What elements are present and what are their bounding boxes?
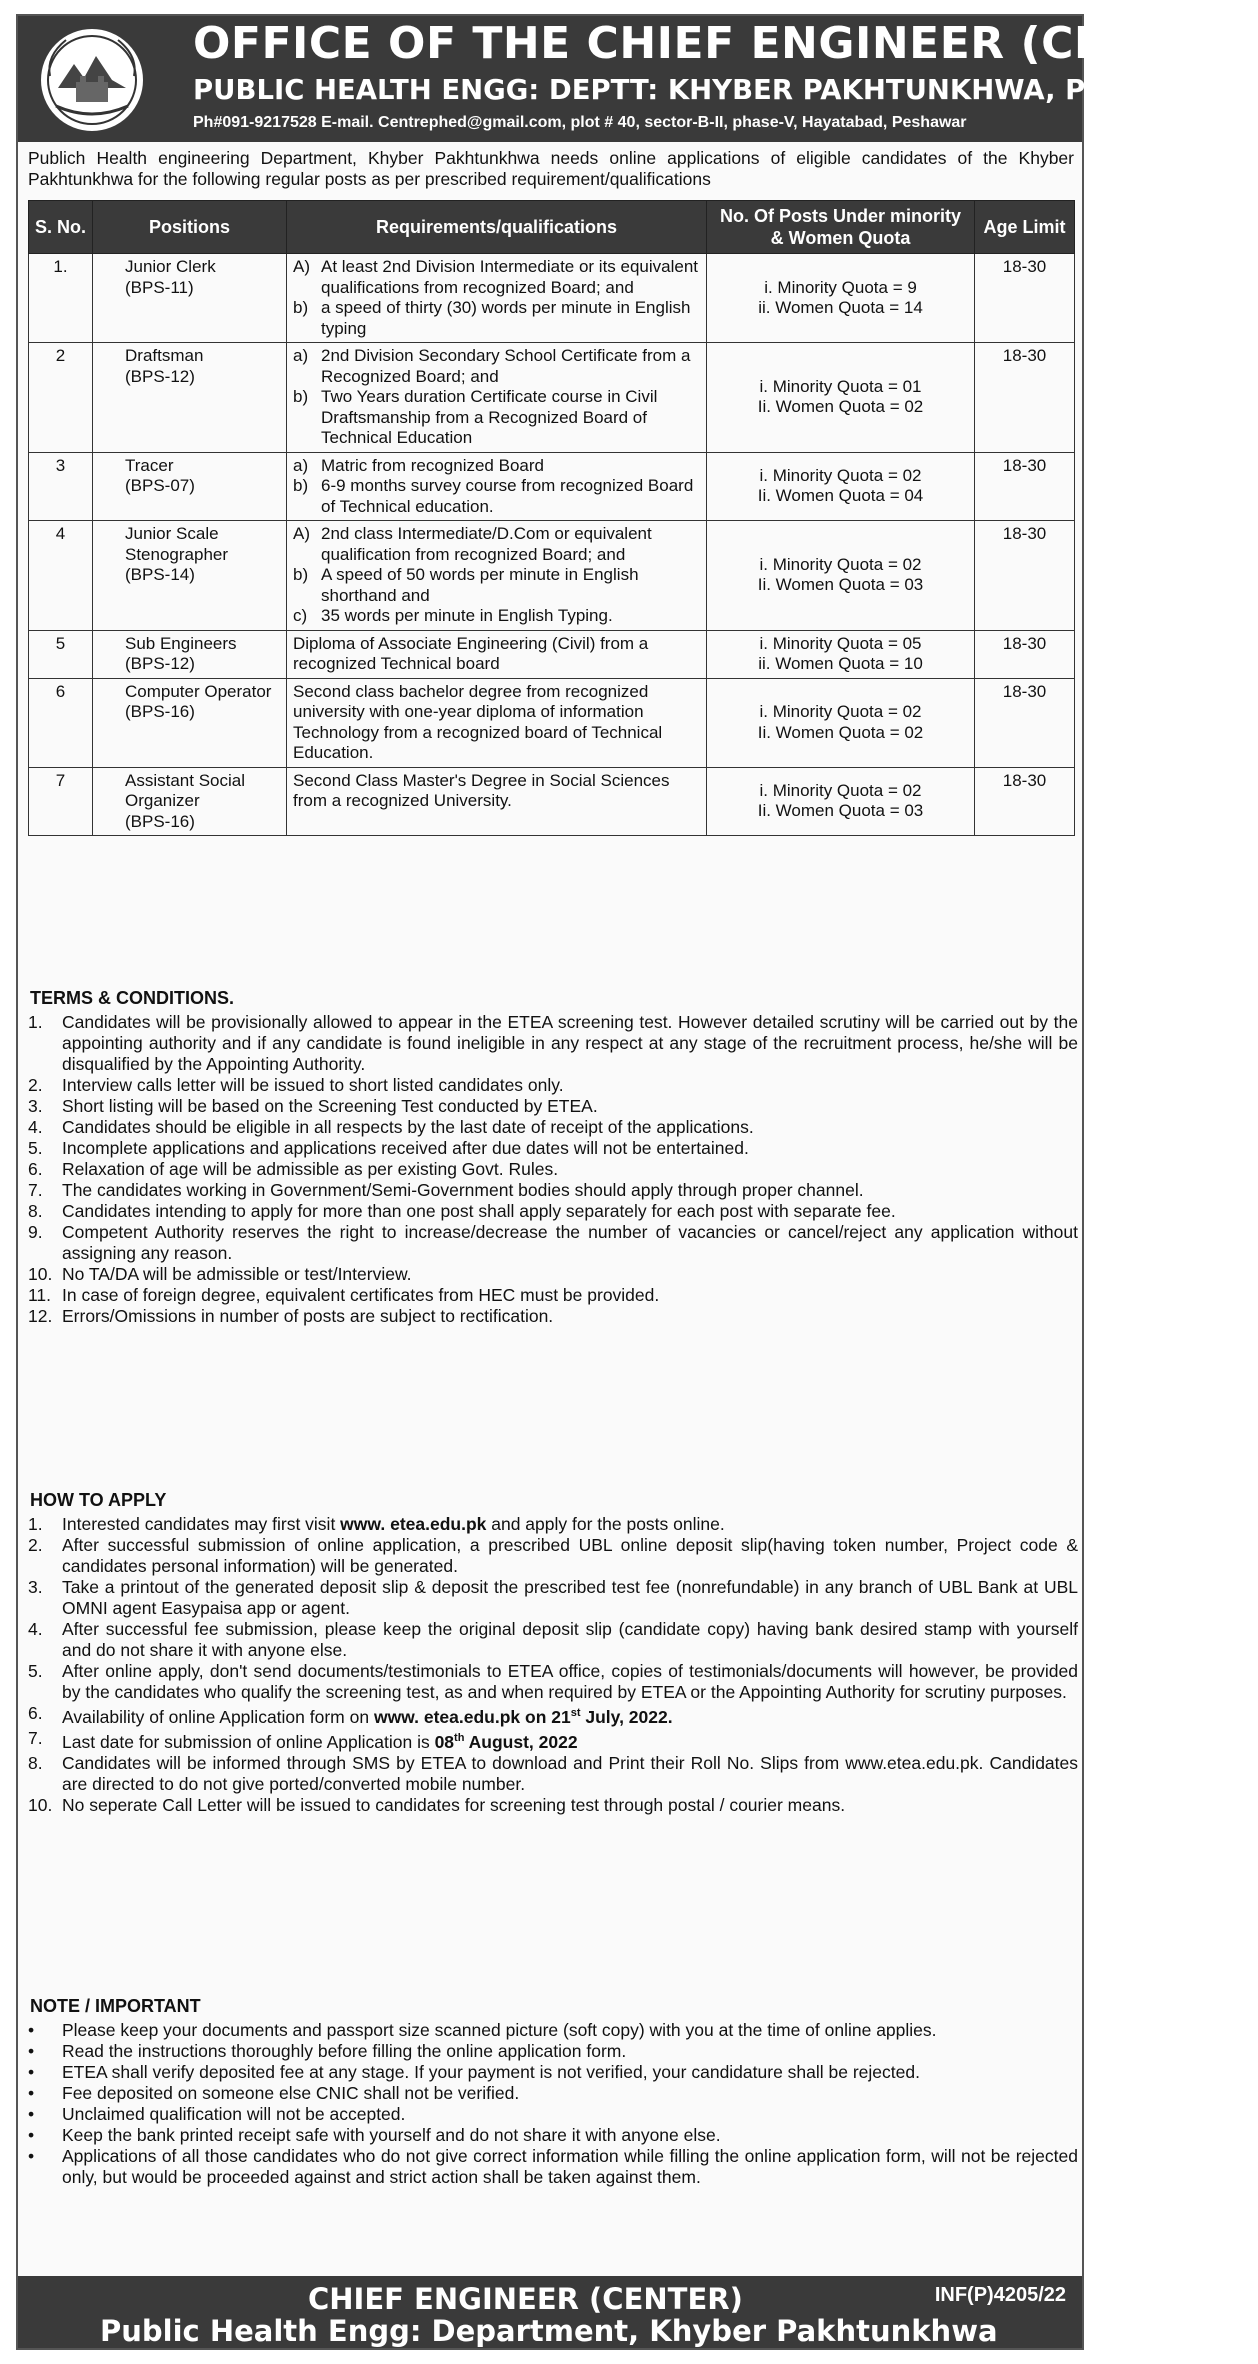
cell-sno: 4 [29,521,93,631]
department-subtitle: PUBLIC HEALTH ENGG: DEPTT: KHYBER PAKHTUNKHWA, PESHAWAR [193,74,1239,106]
list-item: 12. Errors/Omissions in number of posts are subject to rectification. [28,1306,554,1326]
list-item: 8. Candidates intending to apply for more than one post shall apply separately for each post with separate fee. [28,1201,896,1221]
requirement-text: Second class bachelor degree from recognized university with one-year diploma of information Technology from a recognized board of Technical Education. [293,681,663,762]
cell-requirements [287,630,707,678]
requirement-text: a speed of thirty (30) words per minute in English typing [321,298,691,338]
list-item: • Read the instructions thoroughly before filling the online application form. [28,2041,627,2061]
position-name: Assistant Social Organizer [125,770,245,810]
requirement-text: Two Years duration Certificate course in Civil Draftsmanship from a Recognized Board of Technical Education [321,387,658,447]
cell-position [93,521,287,631]
cell-quota [707,678,975,767]
position-bps: (BPS-14) [125,565,195,584]
requirement-text: 2nd class Intermediate/D.Com or equivalent qualification from recognized Board; and [321,524,652,564]
cell-position [93,630,287,678]
requirement-item [293,565,700,606]
requirement-letter: b) [293,298,309,317]
cell-age-limit: 18-30 [975,630,1075,678]
footer-banner [18,2276,1082,2348]
requirement-letter: b) [293,565,309,584]
position-name: Sub Engineers [125,633,237,653]
contact-line: Ph#091-9217528 E-mail. Centrephed@gmail.com, plot # 40, sector-B-II, phase-V, Hayatabad, Peshawar [193,114,967,131]
cell-sno: 2 [29,343,93,453]
requirement-item [293,387,700,449]
requirement-item [293,476,700,517]
cell-sno: 5 [29,630,93,678]
notes-list [28,2020,1078,2188]
position-name: Computer Operator [125,681,272,701]
minority-quota: i. Minority Quota = 01 [759,376,922,396]
cell-quota [707,343,975,453]
advertisement-page [16,14,1258,2350]
cell-quota [707,521,975,631]
terms-list [28,1012,1078,1327]
cell-age-limit: 18-30 [975,343,1075,453]
minority-quota: i. Minority Quota = 02 [759,702,922,721]
intro-paragraph: Publich Health engineering Department, Khyber Pakhtunkhwa needs online applications of eligible candidates of the Khyber Pakhtunkhwa for the following regular posts as per prescribed requirement/qualifications [28,148,1074,189]
list-item: • ETEA shall verify deposited fee at any stage. If your payment is not verified, your candidature shall be rejected. [28,2062,920,2082]
cell-requirements [287,521,707,631]
list-item: 4. After successful fee submission, please keep the original deposit slip (candidate copy) having bank desired stamp with yourself and do not share it with anyone else. [28,1619,1078,1660]
list-item: 1. Candidates will be provisionally allowed to appear in the ETEA screening test. However detailed scrutiny will be carried out by the appointing authority and if any candidate is found ineligible in any respect at any stage of the recruitment process, he/she will be disqualified by the Appointing Authority. [28,1012,1078,1074]
bullet-icon: • [28,2146,35,2166]
requirement-text: Diploma of Associate Engineering (Civil) from a recognized Technical board [293,633,649,673]
position-bps: (BPS-16) [125,702,195,721]
women-quota: Ii. Women Quota = 02 [757,722,924,742]
position-name: Junior Clerk [125,257,216,276]
list-item: 6. Relaxation of age will be admissible as per existing Govt. Rules. [28,1159,559,1179]
table-row [29,343,1075,453]
header-positions: Positions [93,201,287,254]
requirement-item [293,771,700,812]
terms-heading: TERMS & CONDITIONS. [30,988,235,1008]
cell-age-limit: 18-30 [975,254,1075,343]
signatory-department: Public Health Engg: Department, Khyber Pakhtunkhwa [100,2314,998,2348]
cell-quota [707,767,975,836]
cell-quota [707,452,975,521]
list-item: 5. After online apply, don't send documents/testimonials to ETEA office, copies of testimonials/documents will however, be provided by the candidates who qualify the screening test, as and when required by ETEA or the Appointing Authority for scrutiny purposes. [28,1661,1078,1702]
requirement-text: Second Class Master's Degree in Social Sciences from a recognized University. [293,770,670,810]
list-item: 4. Candidates should be eligible in all respects by the last date of receipt of the applications. [28,1117,754,1137]
requirement-letter: b) [293,387,309,406]
requirement-letter: a) [293,346,309,365]
cell-position [93,767,287,836]
bullet-icon: • [28,2125,35,2145]
position-bps: (BPS-12) [125,366,195,386]
position-bps: (BPS-11) [125,277,194,297]
bullet-icon: • [28,2062,35,2082]
requirement-item [293,682,700,764]
list-item: • Applications of all those candidates who do not give correct information while filling the online application form, will not be rejected only, but would be proceeded against and strict action shall be taken against them. [28,2146,1078,2187]
requirement-item [293,298,700,339]
cell-sno: 1. [29,254,93,343]
cell-sno: 7 [29,767,93,836]
position-name: Junior Scale Stenographer [125,524,229,564]
table-row [29,254,1075,343]
list-item: • Please keep your documents and passport size scanned picture (soft copy) with you at the time of online applies. [28,2020,937,2040]
list-item: 10. No seperate Call Letter will be issued to candidates for screening test through postal / courier means. [28,1794,846,1815]
minority-quota: i. Minority Quota = 02 [759,554,922,574]
cell-quota [707,630,975,678]
requirement-letter: b) [293,476,309,495]
cell-age-limit: 18-30 [975,452,1075,521]
list-item: 11. In case of foreign degree, equivalent certificates from HEC must be provided. [28,1285,660,1305]
list-item: 7. The candidates working in Government/Semi-Government bodies should apply through proper channel. [28,1180,864,1200]
minority-quota: i. Minority Quota = 02 [759,780,922,800]
requirement-letter: A) [293,257,310,276]
women-quota: Ii. Women Quota = 03 [757,575,924,595]
position-bps: (BPS-16) [125,811,195,831]
list-item: 1. Interested candidates may first visit www. etea.edu.pk and apply for the posts online. [28,1514,725,1534]
office-title: OFFICE OF THE CHIEF ENGINEER (CENTER) [193,18,1258,69]
requirement-letter: a) [293,455,309,475]
list-item: • Unclaimed qualification will not be accepted. [28,2104,406,2124]
cell-requirements [287,767,707,836]
requirement-item [293,456,700,477]
etea-link[interactable]: www. etea.edu.pk [340,1514,487,1534]
kp-government-emblem-icon [36,26,148,134]
cell-requirements [287,678,707,767]
table-row [29,630,1075,678]
cell-age-limit: 18-30 [975,678,1075,767]
header-requirements: Requirements/qualifications [287,201,707,254]
list-item: 2. After successful submission of online application, a prescribed UBL online deposit slip(having token number, Project code & candidates personal information) will be generated. [28,1535,1078,1576]
how-to-apply-list [28,1514,1078,1816]
table-row [29,767,1075,836]
posts-table [28,200,1075,836]
list-item: • Keep the bank printed receipt safe with yourself and do not share it with anyone else. [28,2125,721,2145]
cell-position [93,452,287,521]
bullet-icon: • [28,2083,35,2103]
women-quota: ii. Women Quota = 10 [758,654,923,673]
table-row [29,452,1075,521]
position-name: Draftsman [125,346,204,365]
bullet-icon: • [28,2104,35,2124]
requirement-text: 6-9 months survey course from recognized Board of Technical education. [321,476,694,516]
position-bps: (BPS-12) [125,654,195,673]
position-name: Tracer [125,455,174,475]
header-banner [18,16,1258,142]
requirement-item [293,257,700,298]
requirement-text: At least 2nd Division Intermediate or its equivalent qualifications from recognized Board; and [321,257,699,297]
cell-sno: 6 [29,678,93,767]
position-bps: (BPS-07) [125,476,195,495]
list-item: 6. Availability of online Application form on www. etea.edu.pk on 21st July, 2022. [28,1703,673,1727]
list-item: 9. Competent Authority reserves the right to increase/decrease the number of vacancies or cancel/reject any application without assigning any reason. [28,1222,1078,1263]
signatory-title: CHIEF ENGINEER (CENTER) [308,2282,743,2316]
cell-requirements [287,452,707,521]
notes-heading: NOTE / IMPORTANT [30,1996,201,2016]
requirement-text: Matric from recognized Board [321,455,544,475]
cell-requirements [287,254,707,343]
cell-quota [707,254,975,343]
minority-quota: i. Minority Quota = 9 [764,277,917,297]
requirement-item [293,606,700,627]
list-item: 3. Short listing will be based on the Screening Test conducted by ETEA. [28,1096,598,1116]
women-quota: ii. Women Quota = 14 [758,298,923,317]
list-item: 5. Incomplete applications and applications received after due dates will not be entertained. [28,1138,749,1158]
cell-sno: 3 [29,452,93,521]
requirement-text: 2nd Division Secondary School Certificate from a Recognized Board; and [321,346,691,386]
requirement-letter: c) [293,606,308,625]
minority-quota: i. Minority Quota = 02 [759,465,922,485]
list-item: 10. No TA/DA will be admissible or test/Interview. [28,1264,412,1284]
list-item: • Fee deposited on someone else CNIC shall not be verified. [28,2083,520,2103]
cell-position [93,343,287,453]
requirement-item [293,524,700,565]
cell-age-limit: 18-30 [975,521,1075,631]
list-item: 2. Interview calls letter will be issued to short listed candidates only. [28,1075,564,1095]
reference-number: INF(P)4205/22 [934,2284,1066,2306]
cell-position [93,678,287,767]
header-age: Age Limit [975,201,1075,254]
requirement-text: A speed of 50 words per minute in English shorthand and [321,565,639,605]
bullet-icon: • [28,2020,35,2040]
cell-requirements [287,343,707,453]
requirement-letter: A) [293,524,310,543]
women-quota: Ii. Women Quota = 03 [757,801,924,821]
table-header-row [29,201,1075,254]
cell-position [93,254,287,343]
cell-age-limit: 18-30 [975,767,1075,836]
requirement-item [293,346,700,387]
header-quota: No. Of Posts Under minority & Women Quota [707,201,975,254]
requirement-item [293,634,700,675]
list-item: 8. Candidates will be informed through SMS by ETEA to download and Print their Roll No. Slips from www.etea.edu.pk. Candidates are directed to do not give ported/converted mobile number. [28,1752,1078,1794]
women-quota: Ii. Women Quota = 02 [757,397,924,417]
requirement-text: 35 words per minute in English Typing. [321,606,613,625]
how-to-apply-heading: HOW TO APPLY [30,1490,167,1510]
minority-quota: i. Minority Quota = 05 [759,633,922,653]
bullet-icon: • [28,2041,35,2061]
table-row [29,521,1075,631]
table-row [29,678,1075,767]
list-item: 3. Take a printout of the generated deposit slip & deposit the prescribed test fee (nonrefundable) in any branch of UBL Bank at UBL OMNI agent Easypaisa app or agent. [28,1577,1078,1618]
women-quota: Ii. Women Quota = 04 [757,486,924,506]
header-sno: S. No. [29,201,93,254]
list-item: 7. Last date for submission of online Application is 08th August, 2022 [28,1727,578,1752]
